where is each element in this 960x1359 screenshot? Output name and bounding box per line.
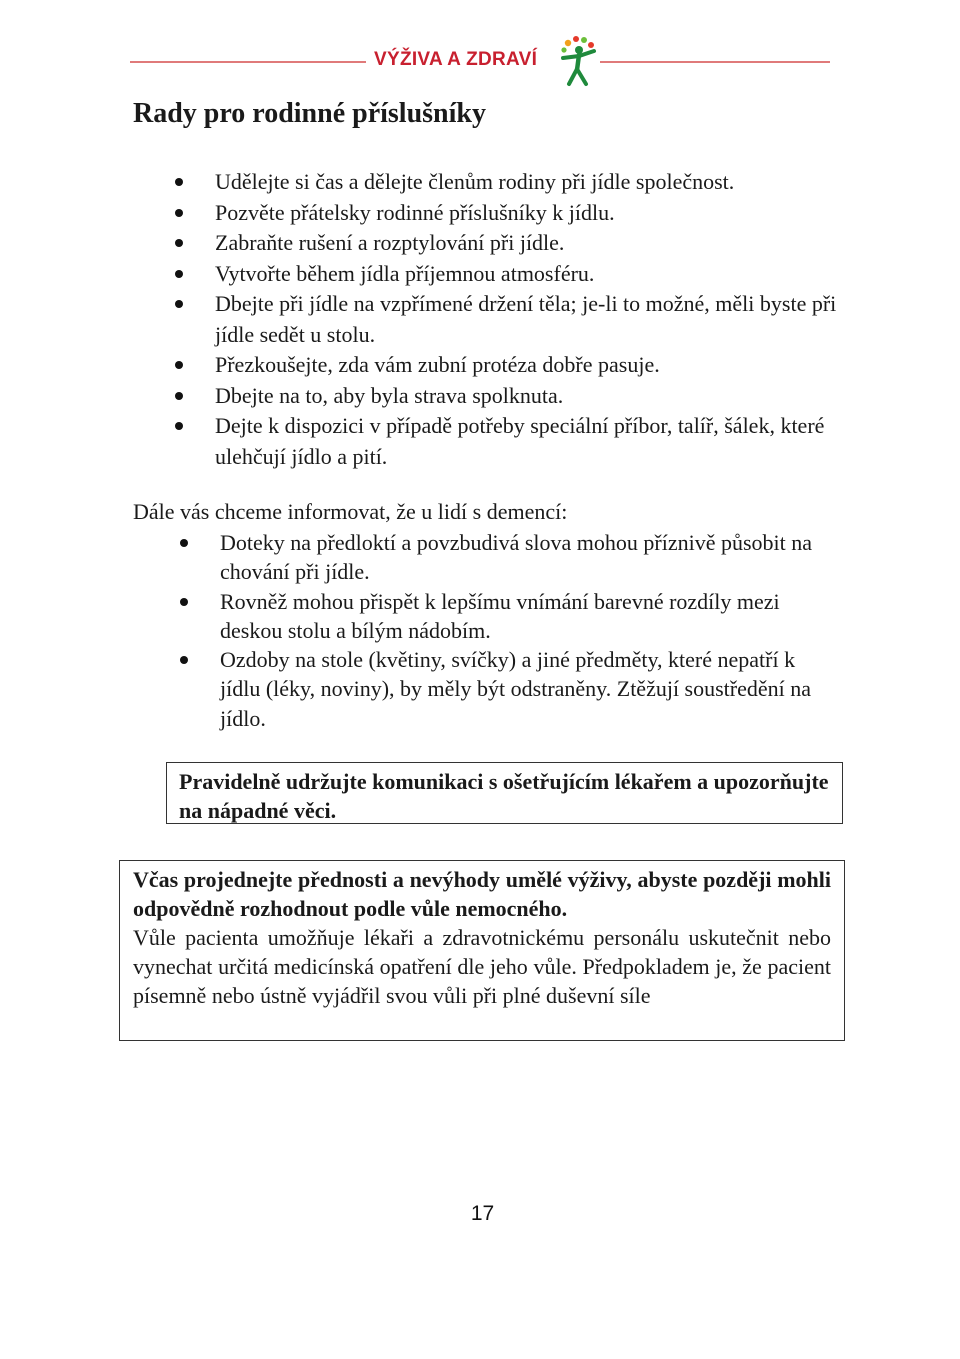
healthy-person-logo-icon	[558, 34, 598, 88]
communication-note-text: Pravidelně udržujte komunikaci s ošetřujícím lékařem a upozorňujte na nápadné věci.	[179, 769, 829, 823]
list-item: Ozdoby na stole (květiny, svíčky) a jiné předměty, které nepatří k jídlu (léky, noviny), by měly být odstraněny. Ztěžují soustředění na jídlo.	[220, 645, 840, 733]
bullet-icon	[175, 422, 183, 430]
artificial-nutrition-heading: Včas projednejte přednosti a nevýhody umělé výživy, abyste později mohli odpovědně rozhodnout podle vůle nemocného.	[133, 867, 831, 921]
page-title: Rady pro rodinné příslušníky	[133, 98, 486, 129]
list-item: Udělejte si čas a dělejte členům rodiny při jídle společnost.	[215, 167, 845, 198]
page-number: 17	[470, 1202, 495, 1225]
bullet-icon	[175, 239, 183, 247]
dementia-list	[220, 528, 840, 733]
dementia-intro: Dále vás chceme informovat, že u lidí s demencí:	[133, 499, 568, 524]
list-item: Dbejte na to, aby byla strava spolknuta.	[215, 381, 845, 412]
bullet-icon	[180, 598, 188, 606]
bullet-icon	[175, 270, 183, 278]
bullet-icon	[175, 361, 183, 369]
bullet-icon	[180, 539, 188, 547]
header-rule-left	[130, 61, 366, 63]
list-item: Dbejte při jídle na vzpřímené držení těla; je-li to možné, měli byste při jídle sedět u stolu.	[215, 289, 845, 350]
communication-note-box	[166, 762, 843, 824]
bullet-icon	[180, 656, 188, 664]
list-item: Vytvořte během jídla příjemnou atmosféru.	[215, 259, 845, 290]
brand-title: VÝŽIVA A ZDRAVÍ	[374, 49, 538, 70]
list-item: Dejte k dispozici v případě potřeby speciální příbor, talíř, šálek, které ulehčují jídlo a pití.	[215, 411, 845, 472]
bullet-icon	[175, 178, 183, 186]
header-rule-right	[600, 61, 830, 63]
bullet-icon	[175, 300, 183, 308]
artificial-nutrition-text: Vůle pacienta umožňuje lékaři a zdravotnickému personálu uskutečnit nebo vynechat určitá medicínská opatření dle jeho vůle. Předpokladem je, že pacient písemně nebo ústně vyjádřil svou vůli při plné duševní síle	[133, 925, 831, 1008]
list-item: Doteky na předloktí a povzbudivá slova mohou příznivě působit na chování při jídle.	[220, 528, 840, 587]
list-item: Rovněž mohou přispět k lepšímu vnímání barevné rozdíly mezi deskou stolu a bílým nádobím.	[220, 587, 840, 646]
list-item: Přezkoušejte, zda vám zubní protéza dobře pasuje.	[215, 350, 845, 381]
bullet-icon	[175, 209, 183, 217]
list-item: Pozvěte přátelsky rodinné příslušníky k jídlu.	[215, 198, 845, 229]
list-item: Zabraňte rušení a rozptylování při jídle.	[215, 228, 845, 259]
tips-list	[215, 167, 845, 472]
artificial-nutrition-box	[119, 860, 845, 1041]
bullet-icon	[175, 392, 183, 400]
